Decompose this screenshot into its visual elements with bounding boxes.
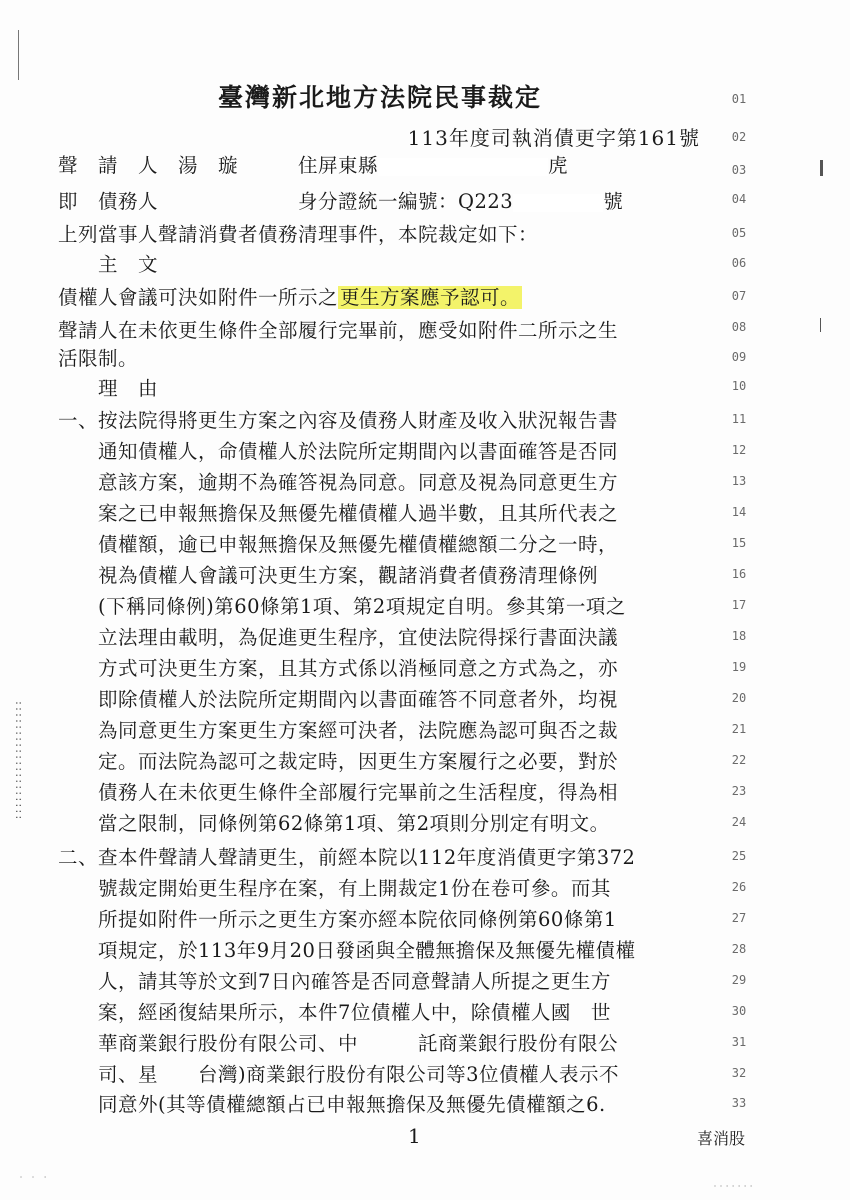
reason-1-line-6: 視為債權人會議可決更生方案，觀諸消費者債務清理條例	[58, 564, 599, 587]
line-number: 15	[731, 536, 747, 550]
reason-1-line-3: 意該方案，逾期不為確答視為同意。同意及視為同意更生方	[58, 471, 619, 494]
case-number: 113年度司執消債更字第161號	[407, 126, 700, 150]
line-number: 21	[731, 722, 747, 736]
line-number: 04	[731, 192, 747, 206]
line-number: 29	[731, 973, 747, 987]
reason-1-line-5: 債權額，逾已申報無擔保及無優先權債權總額二分之一時，	[58, 533, 619, 556]
line-number: 11	[731, 412, 747, 426]
court-unit-label: 喜消股	[697, 1129, 746, 1148]
reason-1-line-4: 案之已申報無擔保及無優先權債權人過半數，且其所代表之	[58, 502, 619, 525]
main-line-1	[58, 282, 522, 310]
line-number: 01	[731, 92, 747, 106]
line-number: 23	[731, 784, 747, 798]
reason-2-line-8: 司、星 台灣)商業銀行股份有限公司等3位債權人表示不	[58, 1063, 620, 1086]
reason-heading: 理 由	[58, 377, 159, 400]
reason-1-line-10: 即除債權人於法院所定期間內以書面確答不同意者外，均視	[58, 688, 619, 711]
reason-1-line-1: 一、按法院得將更生方案之內容及債務人財產及收入狀況報告書	[58, 409, 619, 432]
line-number: 33	[731, 1096, 747, 1110]
line-number: 32	[731, 1066, 747, 1080]
party-line-applicant-text: 聲 請 人 湯 璇 住屏東縣	[58, 154, 379, 177]
line-number: 26	[731, 880, 747, 894]
main-line-1-prefix: 債權人會議可決如附件一所示之	[58, 286, 339, 309]
party-line-debtor	[58, 186, 623, 214]
main-line-3: 活限制。	[58, 347, 139, 370]
main-heading: 主 文	[58, 253, 159, 276]
reason-2-line-6: 案，經函復結果所示，本件7位債權人中，除債權人國 世	[58, 1001, 611, 1024]
redaction-block	[378, 158, 548, 176]
intro-line: 上列當事人聲請消費者債務清理事件，本院裁定如下：	[58, 223, 539, 246]
binding-marks: ::::::::::::::::::::	[13, 700, 24, 821]
reason-1-line-13: 債務人在未依更生條件全部履行完畢前之生活程度，得為相	[58, 781, 619, 804]
redaction-block	[513, 194, 603, 212]
reason-1-line-12: 定。而法院為認可之裁定時，因更生方案履行之必要，對於	[58, 750, 619, 773]
line-number: 25	[731, 849, 747, 863]
line-number: 18	[731, 629, 747, 643]
line-number: 22	[731, 753, 747, 767]
line-number: 20	[731, 691, 747, 705]
reason-2-line-7: 華商業銀行股份有限公司、中 託商業銀行股份有限公	[58, 1032, 619, 1055]
margin-tick	[820, 160, 823, 176]
scan-artifact-right: ˙˙˙˙˙˙˙	[712, 1176, 755, 1187]
line-number: 24	[731, 815, 747, 829]
reason-2-line-9: 同意外(其等債權總額占已申報無擔保及無優先債權額之6.	[58, 1093, 606, 1116]
line-number: 17	[731, 598, 747, 612]
line-number: 05	[731, 226, 747, 240]
line-number: 16	[731, 567, 747, 581]
line-number: 06	[731, 256, 747, 270]
scan-corner-mark	[18, 30, 29, 80]
line-number: 03	[731, 163, 747, 177]
line-number: 09	[731, 350, 747, 364]
line-number: 31	[731, 1035, 747, 1049]
reason-2-line-1: 二、查本件聲請人聲請更生，前經本院以112年度消債更字第372	[58, 846, 636, 869]
line-number: 27	[731, 911, 747, 925]
party-line-debtor-end: 號	[603, 190, 624, 213]
highlighted-approval: 更生方案應予認可。	[340, 286, 521, 309]
line-number: 07	[731, 289, 747, 303]
reason-1-line-14: 當之限制，同條例第62條第1項、第2項則分別定有明文。	[58, 812, 610, 835]
reason-1-line-11: 為同意更生方案更生方案經可決者，法院應為認可與否之裁	[58, 719, 619, 742]
reason-1-line-8: 立法理由載明，為促進更生程序，宜使法院得採行書面決議	[58, 626, 619, 649]
reason-2-line-3: 所提如附件一所示之更生方案亦經本院依同條例第60條第1	[58, 908, 617, 931]
document-title: 臺灣新北地方法院民事裁定	[217, 83, 542, 112]
reason-2-line-2: 號裁定開始更生程序在案，有上開裁定1份在卷可參。而其	[58, 877, 611, 900]
line-number: 30	[731, 1004, 747, 1018]
line-number: 14	[731, 505, 747, 519]
reason-2-line-4: 項規定，於113年9月20日發函與全體無擔保及無優先權債權	[58, 939, 636, 962]
line-number: 12	[731, 443, 747, 457]
line-number: 08	[731, 320, 747, 334]
party-line-applicant	[58, 150, 568, 178]
line-number: 02	[731, 130, 747, 144]
reason-2-line-5: 人，請其等於文到7日內確答是否同意聲請人所提之更生方	[58, 970, 611, 993]
margin-tick	[820, 318, 821, 332]
reason-1-line-7: (下稱同條例)第60條第1項、第2項規定自明。參其第一項之	[58, 595, 626, 618]
reason-1-line-9: 方式可決更生方案，且其方式係以消極同意之方式為之，亦	[58, 657, 619, 680]
line-number: 10	[731, 379, 747, 393]
line-number: 28	[731, 942, 747, 956]
party-line-debtor-text: 即 債務人 身分證統一編號：Q223	[58, 190, 514, 213]
reason-1-line-2: 通知債權人，命債權人於法院所定期間內以書面確答是否同	[58, 440, 619, 463]
scan-artifact-left: ˙ ˙ ˙	[18, 1176, 49, 1187]
line-number: 13	[731, 474, 747, 488]
line-number: 19	[731, 660, 747, 674]
party-line-applicant-end: 虎	[548, 154, 569, 177]
page-number: 1	[408, 1124, 421, 1148]
main-line-2: 聲請人在未依更生條件全部履行完畢前，應受如附件二所示之生	[58, 319, 619, 342]
